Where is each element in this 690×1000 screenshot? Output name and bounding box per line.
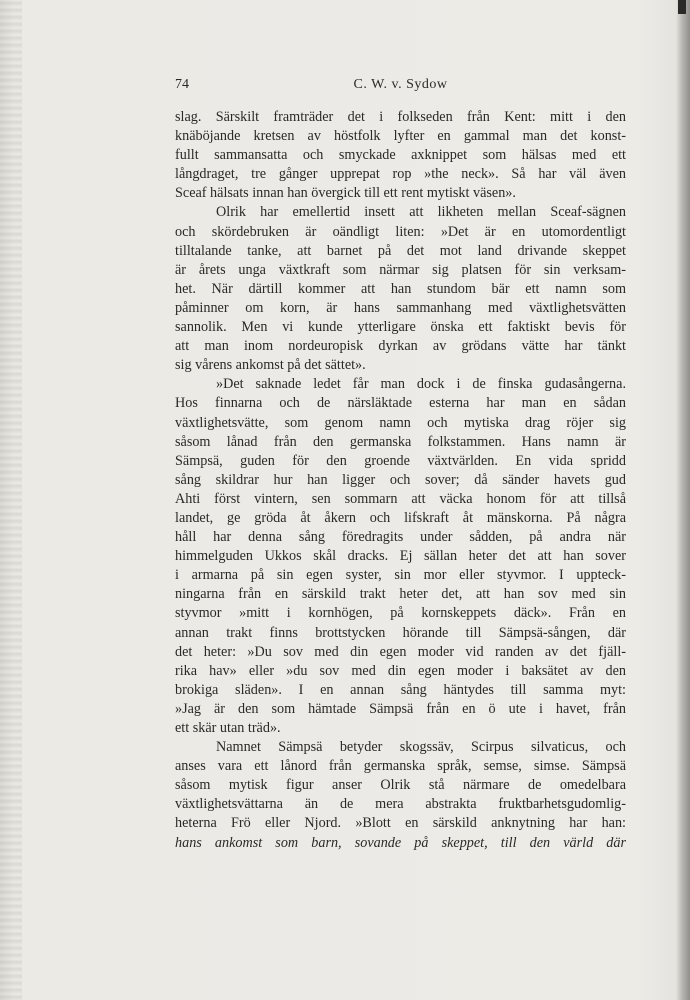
text-line: påminner om korn, är hans sammanhang med växtlighetsvätten [175, 299, 626, 316]
text-line: är årets unga växtkraft som närmar sig platsen för sin verksam- [175, 261, 626, 278]
page-header [175, 77, 626, 99]
text-line: Hos finnarna och de närsläktade esterna har man en sådan [175, 395, 626, 412]
text-line: ett skär utan träd». [175, 720, 281, 736]
text-line: Namnet Sämpsä betyder skogssäv, Scirpus silvaticus, och [216, 739, 626, 756]
text-line: långdraget, tre gånger upprepat rop »the neck». Så har väl även [175, 166, 626, 183]
text-line: ningarna från en särskild trakt heter det, att han sov med sin [175, 586, 626, 603]
text-line: sig vårens ankomst på det sättet». [175, 357, 366, 374]
text-line: styvmor »mitt i kornhögen, på kornskeppets däck». Från en [175, 605, 626, 622]
text-line: knäböjande kretsen av höstfolk lyfter en gammal man det konst- [175, 128, 626, 145]
text-line: sannolik. Men vi kunde ytterligare önska ett faktiskt bevis för [175, 319, 626, 336]
text-line: växtlighetsvättarna än de mera abstrakta fruktbarhetsgudomlig- [175, 796, 626, 813]
text-line: Ahti först vintern, sen sommarn att väcka honom för att tillså [175, 490, 626, 507]
text-line: het. När därtill kommer att han stundom bär ett namn som [175, 280, 626, 297]
text-line: såsom mytisk figur anser Olrik stå närmare de omedelbara [175, 777, 626, 794]
text-line: och skördebruken är oändligt liten: »Det är en utomordentligt [175, 223, 626, 240]
text-line: brokiga släden». I en annan sång häntydes till samma myt: [175, 681, 626, 698]
text-line: Olrik har emellertid insett att likheten mellan Sceaf-sägnen [216, 204, 626, 221]
running-head: C. W. v. Sydow [353, 77, 448, 92]
text-line: landet, ge gröda åt åkern och lifskraft åt mänskorna. På några [175, 509, 626, 526]
text-line: slag. Särskilt framträder det i folkseden från Kent: mitt i den [175, 109, 626, 125]
text-line: Sceaf hälsats innan han övergick till ett rent mytiskt väsen». [175, 185, 516, 202]
text-line: hans ankomst som barn, sovande på skeppet, till den värld där [175, 834, 626, 851]
text-line: tilltalande tanke, att barnet på det mot land drivande skeppet [175, 242, 626, 259]
text-line: fullt sammansatta och smyckade axknippet som hälsas med ett [175, 147, 626, 164]
page-edge-shadow [0, 0, 22, 1000]
text-line: anses vara ett lånord från germanska språk, semse, simse. Sämpsä [175, 758, 626, 775]
text-line: annan trakt finns brottstycken hörande till Sämpsä-sången, där [175, 624, 626, 641]
text-line: håll har denna sång föredragits under sådden, på andra när [175, 529, 626, 546]
text-line: »Jag är den som hämtade Sämpsä från en ö ute i havet, från [175, 700, 626, 717]
page-number: 74 [175, 77, 189, 92]
scan-corner-mark [678, 0, 686, 14]
text-line: i armarna på sin egen syster, sin mor eller styvmor. I uppteck- [175, 567, 626, 584]
text-line: såsom lånad från den germanska folkstammen. Hans namn är [175, 433, 626, 450]
text-line: himmelguden Ukkos skål dracks. Ej sällan heter det att han sover [175, 548, 626, 565]
text-line: rika hav» eller »du sov med din egen moder i baksätet av den [175, 662, 626, 679]
text-line: »Det saknade ledet får man dock i de finska gudasångerna. [216, 376, 626, 393]
body-text [175, 108, 626, 853]
text-line: det heter: »Du sov med din egen moder vid randen av det fjäll- [175, 643, 626, 660]
text-line: heterna Frö eller Njord. »Blott en särskild anknytning har han: [175, 815, 626, 832]
text-line: Sämpsä, guden för den groende växtvärlden. En vida spridd [175, 452, 626, 469]
text-line: växtlighetsvätte, som genom namn och mytiska drag röjer sig [175, 414, 626, 431]
text-line: att man inom nordeuropisk dyrkan av grödans vätte har tänkt [175, 338, 626, 355]
text-line: sång skildrar hur han ligger och sover; då sänder havets gud [175, 471, 626, 488]
